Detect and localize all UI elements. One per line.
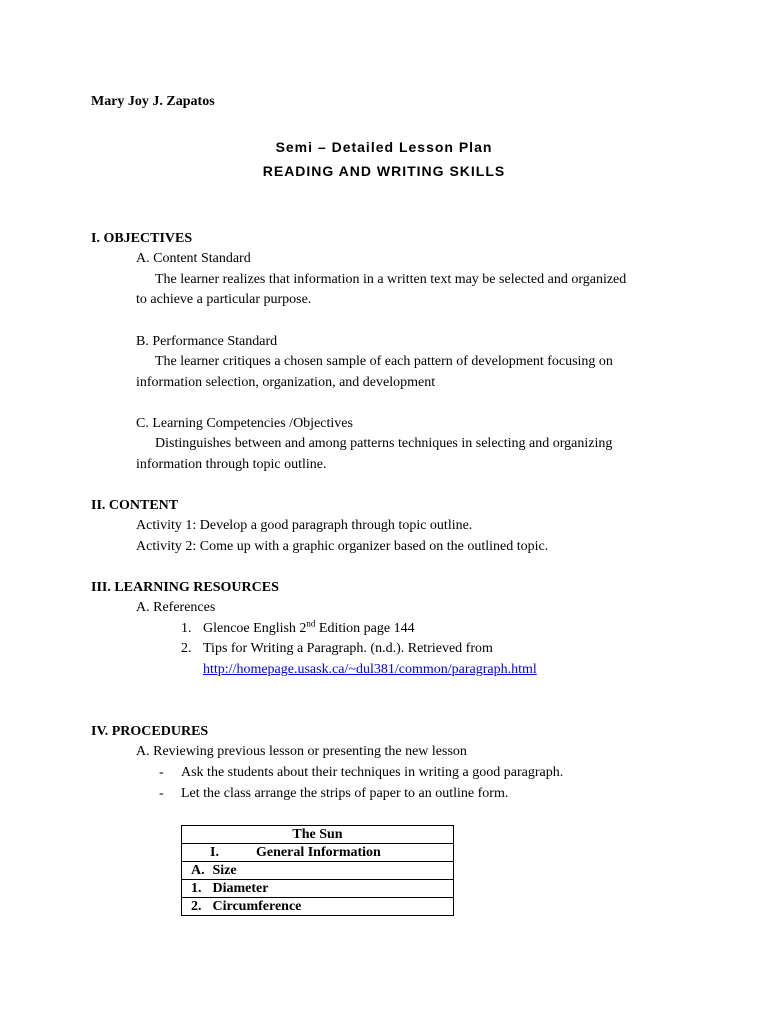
content-standard-text-1: The learner realizes that information in a written text may be selected and organized <box>155 272 627 287</box>
document-title: Semi – Detailed Lesson Plan <box>275 139 493 155</box>
competencies-label: C. Learning Competencies /Objectives <box>136 416 353 431</box>
table-row <box>182 844 454 862</box>
reference-2-text: Tips for Writing a Paragraph. (n.d.). Retrieved from <box>203 641 493 656</box>
reference-2-number: 2. <box>181 641 192 656</box>
table-row <box>182 862 454 880</box>
table-header-row <box>182 826 454 844</box>
procedure-item-2: Let the class arrange the strips of paper to an outline form. <box>181 786 509 801</box>
references-label: A. References <box>136 600 216 615</box>
row-number: A. <box>191 863 205 878</box>
activity-1: Activity 1: Develop a good paragraph through topic outline. <box>136 518 473 533</box>
row-text: Diameter <box>212 881 269 896</box>
row-number: I. <box>210 845 219 860</box>
reference-1-superscript: nd <box>306 618 316 629</box>
competencies-text-2: information through topic outline. <box>136 457 327 472</box>
row-number: 1. <box>191 881 202 896</box>
reference-1-number: 1. <box>181 621 192 636</box>
activity-2: Activity 2: Come up with a graphic organizer based on the outlined topic. <box>136 539 549 554</box>
procedure-item-1: Ask the students about their techniques in writing a good paragraph. <box>181 765 564 780</box>
reference-1-title: Glencoe English 2 <box>203 621 307 636</box>
table-cell <box>182 898 454 916</box>
row-text: Size <box>212 863 237 878</box>
procedure-a-label: A. Reviewing previous lesson or presenting the new lesson <box>136 744 467 759</box>
row-text: Circumference <box>212 899 302 914</box>
performance-standard-label: B. Performance Standard <box>136 334 278 349</box>
reference-1-edition: Edition page 144 <box>315 621 415 636</box>
performance-standard-text-1: The learner critiques a chosen sample of each pattern of development focusing on <box>155 354 613 369</box>
reference-1 <box>203 619 415 639</box>
table-header: The Sun <box>182 826 454 844</box>
resources-heading: III. LEARNING RESOURCES <box>91 580 279 595</box>
reference-2-link[interactable]: http://homepage.usask.ca/~dul381/common/paragraph.html <box>203 662 537 677</box>
content-standard-text-2: to achieve a particular purpose. <box>136 292 312 307</box>
objectives-heading: I. OBJECTIVES <box>91 231 193 246</box>
procedures-heading: IV. PROCEDURES <box>91 724 209 739</box>
row-text: General Information <box>256 845 381 860</box>
procedure-dash-2: - <box>159 786 164 801</box>
table-cell <box>182 880 454 898</box>
author-name: Mary Joy J. Zapatos <box>91 94 215 109</box>
performance-standard-text-2: information selection, organization, and development <box>136 375 436 390</box>
document-subtitle: READING AND WRITING SKILLS <box>262 163 506 179</box>
content-standard-label: A. Content Standard <box>136 251 251 266</box>
row-number: 2. <box>191 899 202 914</box>
competencies-text-1: Distinguishes between and among patterns techniques in selecting and organizing <box>155 436 613 451</box>
procedure-dash-1: - <box>159 765 164 780</box>
table-cell <box>182 844 454 862</box>
table-row <box>182 898 454 916</box>
table-row <box>182 880 454 898</box>
content-heading: II. CONTENT <box>91 498 179 513</box>
table-cell <box>182 862 454 880</box>
sun-outline-table <box>181 825 454 916</box>
